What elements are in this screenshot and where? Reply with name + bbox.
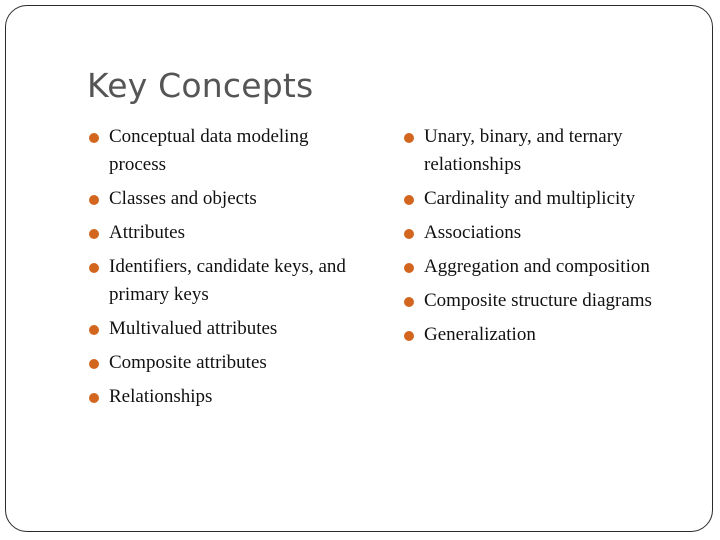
list-item-label: Associations xyxy=(424,222,522,243)
list-item-label: Unary, binary, and ternary relationships xyxy=(424,126,623,175)
slide-title: Key Concepts xyxy=(87,66,314,105)
list-item xyxy=(404,185,704,213)
list-item-label: Identifiers, candidate keys, and primary keys xyxy=(109,256,346,305)
bullet-dot-icon xyxy=(404,133,414,143)
slide-frame xyxy=(5,5,713,532)
list-item xyxy=(89,315,351,343)
bullet-dot-icon xyxy=(89,133,99,143)
list-item xyxy=(404,219,704,247)
list-item-label: Relationships xyxy=(109,386,213,407)
list-item xyxy=(404,287,704,315)
list-item-label: Conceptual data modeling process xyxy=(109,126,309,175)
list-item xyxy=(89,219,351,247)
bullet-dot-icon xyxy=(89,195,99,205)
bullet-dot-icon xyxy=(404,331,414,341)
list-item-label: Classes and objects xyxy=(109,188,257,209)
bullet-dot-icon xyxy=(89,359,99,369)
bullet-dot-icon xyxy=(89,393,99,403)
list-item-label: Attributes xyxy=(109,222,185,243)
list-item-label: Composite attributes xyxy=(109,352,267,373)
list-item-label: Aggregation and composition xyxy=(424,256,650,277)
bullet-dot-icon xyxy=(404,195,414,205)
list-item-label: Composite structure diagrams xyxy=(424,290,652,311)
list-item-label: Multivalued attributes xyxy=(109,318,278,339)
list-item-label: Cardinality and multiplicity xyxy=(424,188,636,209)
list-item xyxy=(89,349,351,377)
list-item-label: Generalization xyxy=(424,324,536,345)
list-item xyxy=(404,321,704,349)
left-bullet-list xyxy=(89,123,351,417)
list-item xyxy=(89,253,351,309)
right-bullet-list xyxy=(404,123,704,355)
list-item xyxy=(89,123,351,179)
list-item xyxy=(404,253,704,281)
bullet-dot-icon xyxy=(89,229,99,239)
list-item xyxy=(404,123,704,179)
bullet-dot-icon xyxy=(89,263,99,273)
bullet-dot-icon xyxy=(404,297,414,307)
bullet-dot-icon xyxy=(404,263,414,273)
bullet-dot-icon xyxy=(89,325,99,335)
list-item xyxy=(89,185,351,213)
bullet-dot-icon xyxy=(404,229,414,239)
list-item xyxy=(89,383,351,411)
